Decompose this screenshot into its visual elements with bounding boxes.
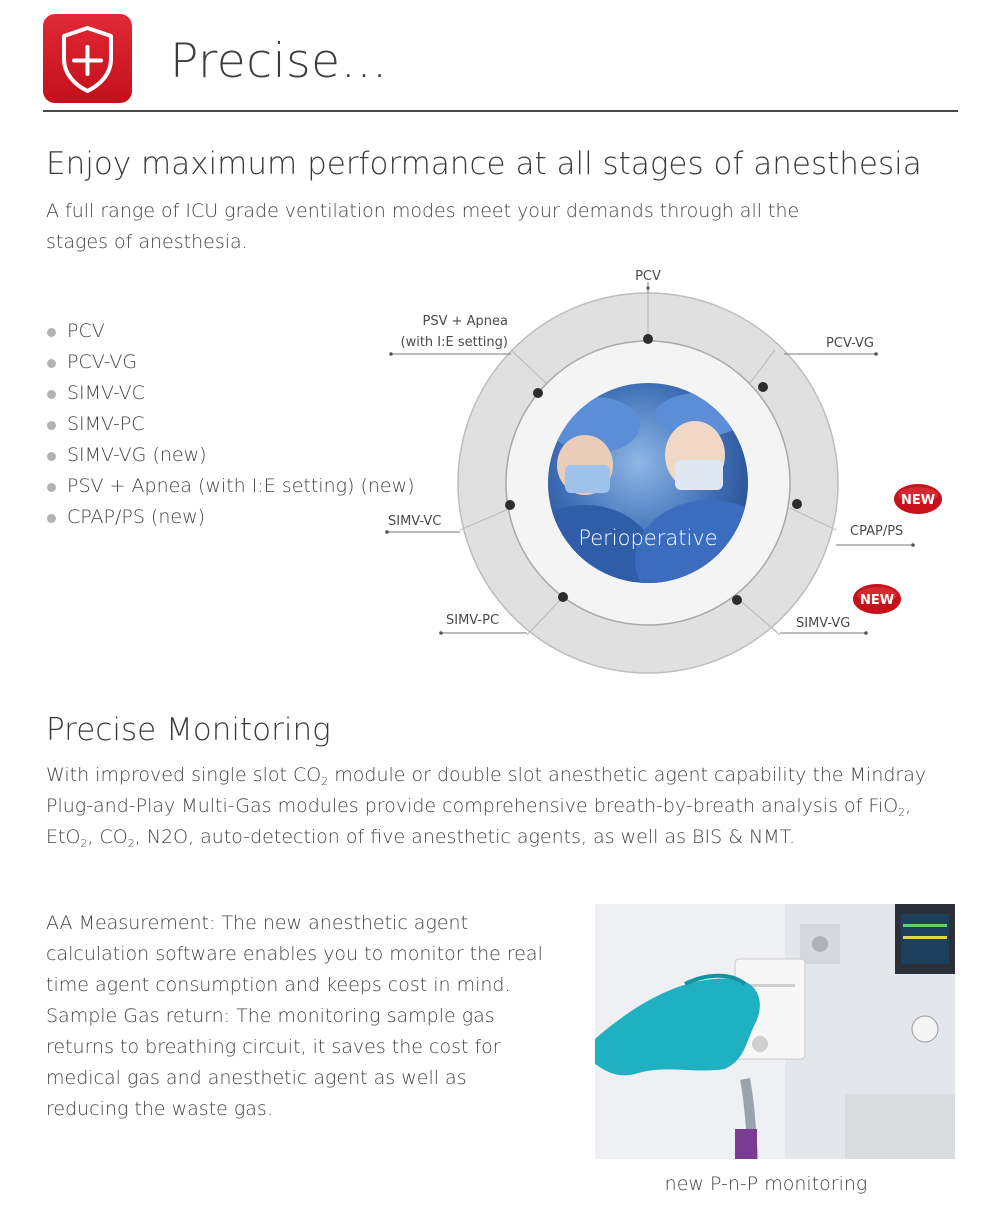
list-item bbox=[46, 471, 415, 502]
sample-gas-return-text: Sample Gas return: The monitoring sample gas returns to breathing circuit, it saves the cost for medical gas and anesthetic agent as well as reducing the waste gas. bbox=[46, 1005, 501, 1120]
center-label: Perioperative bbox=[578, 526, 718, 550]
bullet-icon bbox=[47, 328, 56, 337]
performance-paragraph: A full range of ICU grade ventilation modes meet your demands through all the stages of anesthesia. bbox=[46, 200, 800, 253]
list-item bbox=[46, 409, 415, 440]
list-item bbox=[46, 316, 415, 347]
new-badge bbox=[894, 484, 942, 514]
bullet-icon bbox=[47, 390, 56, 399]
bullet-icon bbox=[47, 483, 56, 492]
label-simv-vg: SIMV-VG bbox=[796, 616, 851, 631]
new-badge bbox=[853, 584, 901, 614]
bullet-icon bbox=[47, 421, 56, 430]
anesthesia-machine-image bbox=[595, 904, 955, 1159]
bullet-icon bbox=[47, 514, 56, 523]
list-item bbox=[46, 440, 415, 471]
label-pcv: PCV bbox=[635, 269, 661, 284]
monitoring-heading: Precise Monitoring bbox=[46, 712, 331, 748]
performance-heading: Enjoy maximum performance at all stages of anesthesia bbox=[46, 146, 922, 182]
shield-plus-icon bbox=[43, 14, 132, 103]
mode-label: CPAP/PS (new) bbox=[67, 506, 206, 528]
mode-label: SIMV-VC bbox=[67, 382, 145, 404]
mode-label: PCV bbox=[67, 320, 105, 342]
aa-measurement-paragraph bbox=[46, 908, 546, 1125]
bullet-icon bbox=[47, 359, 56, 368]
list-item bbox=[46, 347, 415, 378]
page-title: Precise… bbox=[170, 34, 389, 89]
new-badge-text: NEW bbox=[859, 593, 895, 608]
pnp-monitoring-photo bbox=[595, 904, 955, 1159]
list-item bbox=[46, 378, 415, 409]
label-simv-pc: SIMV-PC bbox=[446, 613, 500, 628]
mode-label: SIMV-PC bbox=[67, 413, 145, 435]
mode-label: PSV + Apnea (with I:E setting) (new) bbox=[67, 475, 415, 497]
photo-caption: new P-n-P monitoring bbox=[664, 1173, 868, 1195]
label-pcv-vg: PCV-VG bbox=[826, 336, 874, 351]
logo bbox=[43, 14, 132, 103]
ventilation-modes-diagram bbox=[380, 260, 960, 690]
header-divider bbox=[43, 110, 958, 112]
aa-measurement-text: AA Measurement: The new anesthetic agent calculation software enables you to monitor the real time agent consumption and keeps cost in mind. bbox=[46, 912, 543, 996]
monitoring-paragraph: With improved single slot $CO_2$ module or double slot anesthetic agent capability the Mindray Plug-and-Play Multi-Gas modules provide comprehensive breath-by-breath analysis of FiO$_2$, EtO$_2$, $CO_2$, N2O, auto-detection of five anesthetic agents, as well as BIS & NMT. bbox=[46, 764, 927, 850]
mode-label: SIMV-VG (new) bbox=[67, 444, 207, 466]
bullet-icon bbox=[47, 452, 56, 461]
ventilation-mode-list bbox=[46, 316, 415, 533]
label-psv-apnea-1: PSV + Apnea bbox=[422, 314, 508, 329]
new-badge-text: NEW bbox=[900, 493, 936, 508]
label-psv-apnea-2: (with I:E setting) bbox=[400, 335, 508, 350]
label-cpap-ps: CPAP/PS bbox=[850, 524, 904, 539]
mode-label: PCV-VG bbox=[67, 351, 138, 373]
list-item bbox=[46, 502, 415, 533]
label-simv-vc: SIMV-VC bbox=[388, 514, 442, 529]
